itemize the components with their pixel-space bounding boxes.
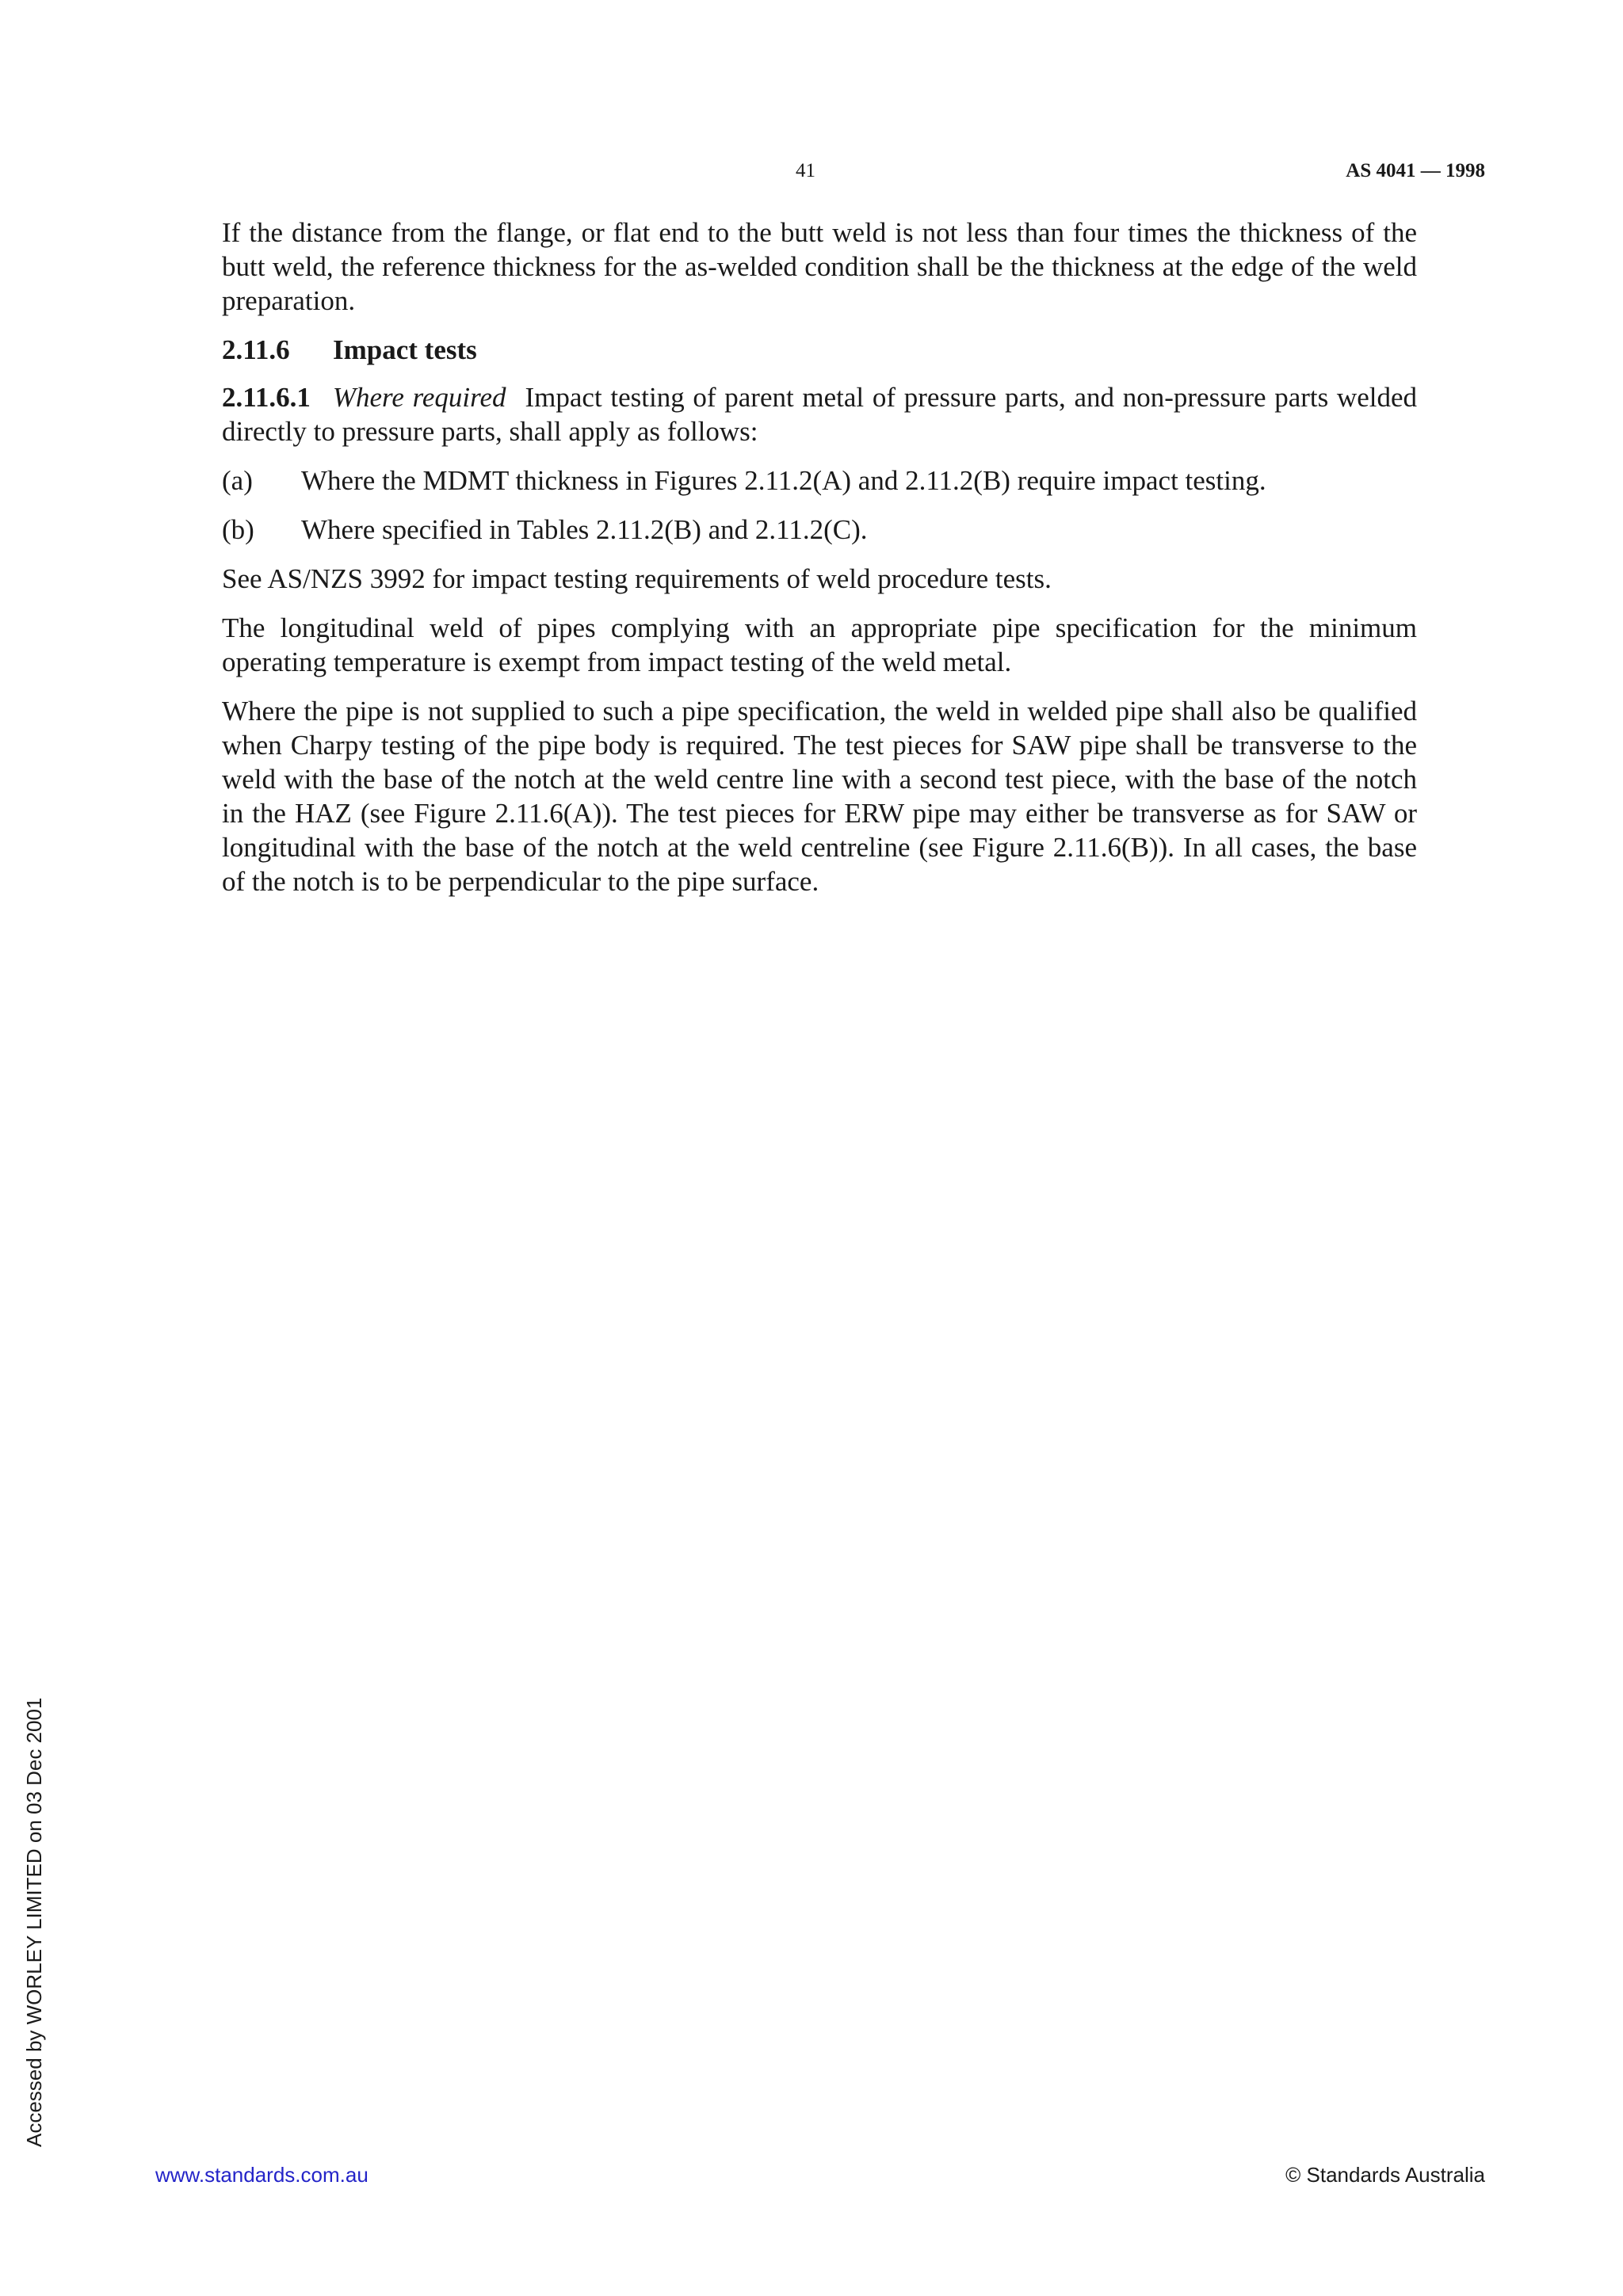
list-item-text: Where specified in Tables 2.11.2(B) and 2.11.2(C). bbox=[301, 514, 868, 545]
access-watermark: Accessed by WORLEY LIMITED on 03 Dec 2001 bbox=[22, 1697, 46, 2147]
paragraph-longitudinal-weld: The longitudinal weld of pipes complying with an appropriate pipe specification for the minimum operating temperature is exempt from impact testing of the weld metal. bbox=[222, 612, 1417, 677]
section-number: 2.11.6 bbox=[222, 334, 290, 365]
clause-paragraph bbox=[222, 380, 1417, 448]
intro-paragraph: If the distance from the flange, or flat end to the butt weld is not less than four times the thickness of the butt weld, the reference thickness for the as-welded condition shall be the thickness at the edge of the weld preparation. bbox=[222, 217, 1417, 316]
clause-title: Where required bbox=[332, 382, 506, 413]
footer-website-link[interactable]: www.standards.com.au bbox=[155, 2163, 369, 2187]
paragraph-test-pieces: Where the pipe is not supplied to such a pipe specification, the weld in welded pipe shall also be qualified when Charpy testing of the pipe body is required. The test pieces for SAW pipe shall be transverse to the weld with the base of the notch at the weld centre line with a second test piece, with the base of the notch in the HAZ (see Figure 2.11.6(A)). The test pieces for ERW pipe may either be transverse as for SAW or longitudinal with the base of the notch at the weld centreline (see Figure 2.11.6(B)). In all cases, the base of the notch is to be perpendicular to the pipe surface. bbox=[222, 696, 1417, 897]
clause-text: Impact testing of parent metal of pressure parts, and non-pressure parts welded directly to pressure parts, shall apply as follows: bbox=[222, 382, 1418, 447]
footer-copyright: © Standards Australia bbox=[1285, 2163, 1485, 2187]
page-number: 41 bbox=[796, 160, 815, 181]
list-item-label: (a) bbox=[222, 465, 253, 496]
list-item-text: Where the MDMT thickness in Figures 2.11.2(A) and 2.11.2(B) require impact testing. bbox=[301, 465, 1266, 496]
document-id: AS 4041 — 1998 bbox=[1346, 160, 1485, 181]
list-item-label: (b) bbox=[222, 514, 254, 545]
section-title: Impact tests bbox=[333, 334, 477, 365]
list-item bbox=[222, 513, 1417, 547]
section-heading bbox=[222, 333, 1417, 367]
clause-number: 2.11.6.1 bbox=[222, 382, 311, 413]
paragraph-standard-reference: See AS/NZS 3992 for impact testing requirements of weld procedure tests. bbox=[222, 563, 1052, 594]
list-item bbox=[222, 463, 1417, 498]
document-body bbox=[222, 215, 1417, 913]
